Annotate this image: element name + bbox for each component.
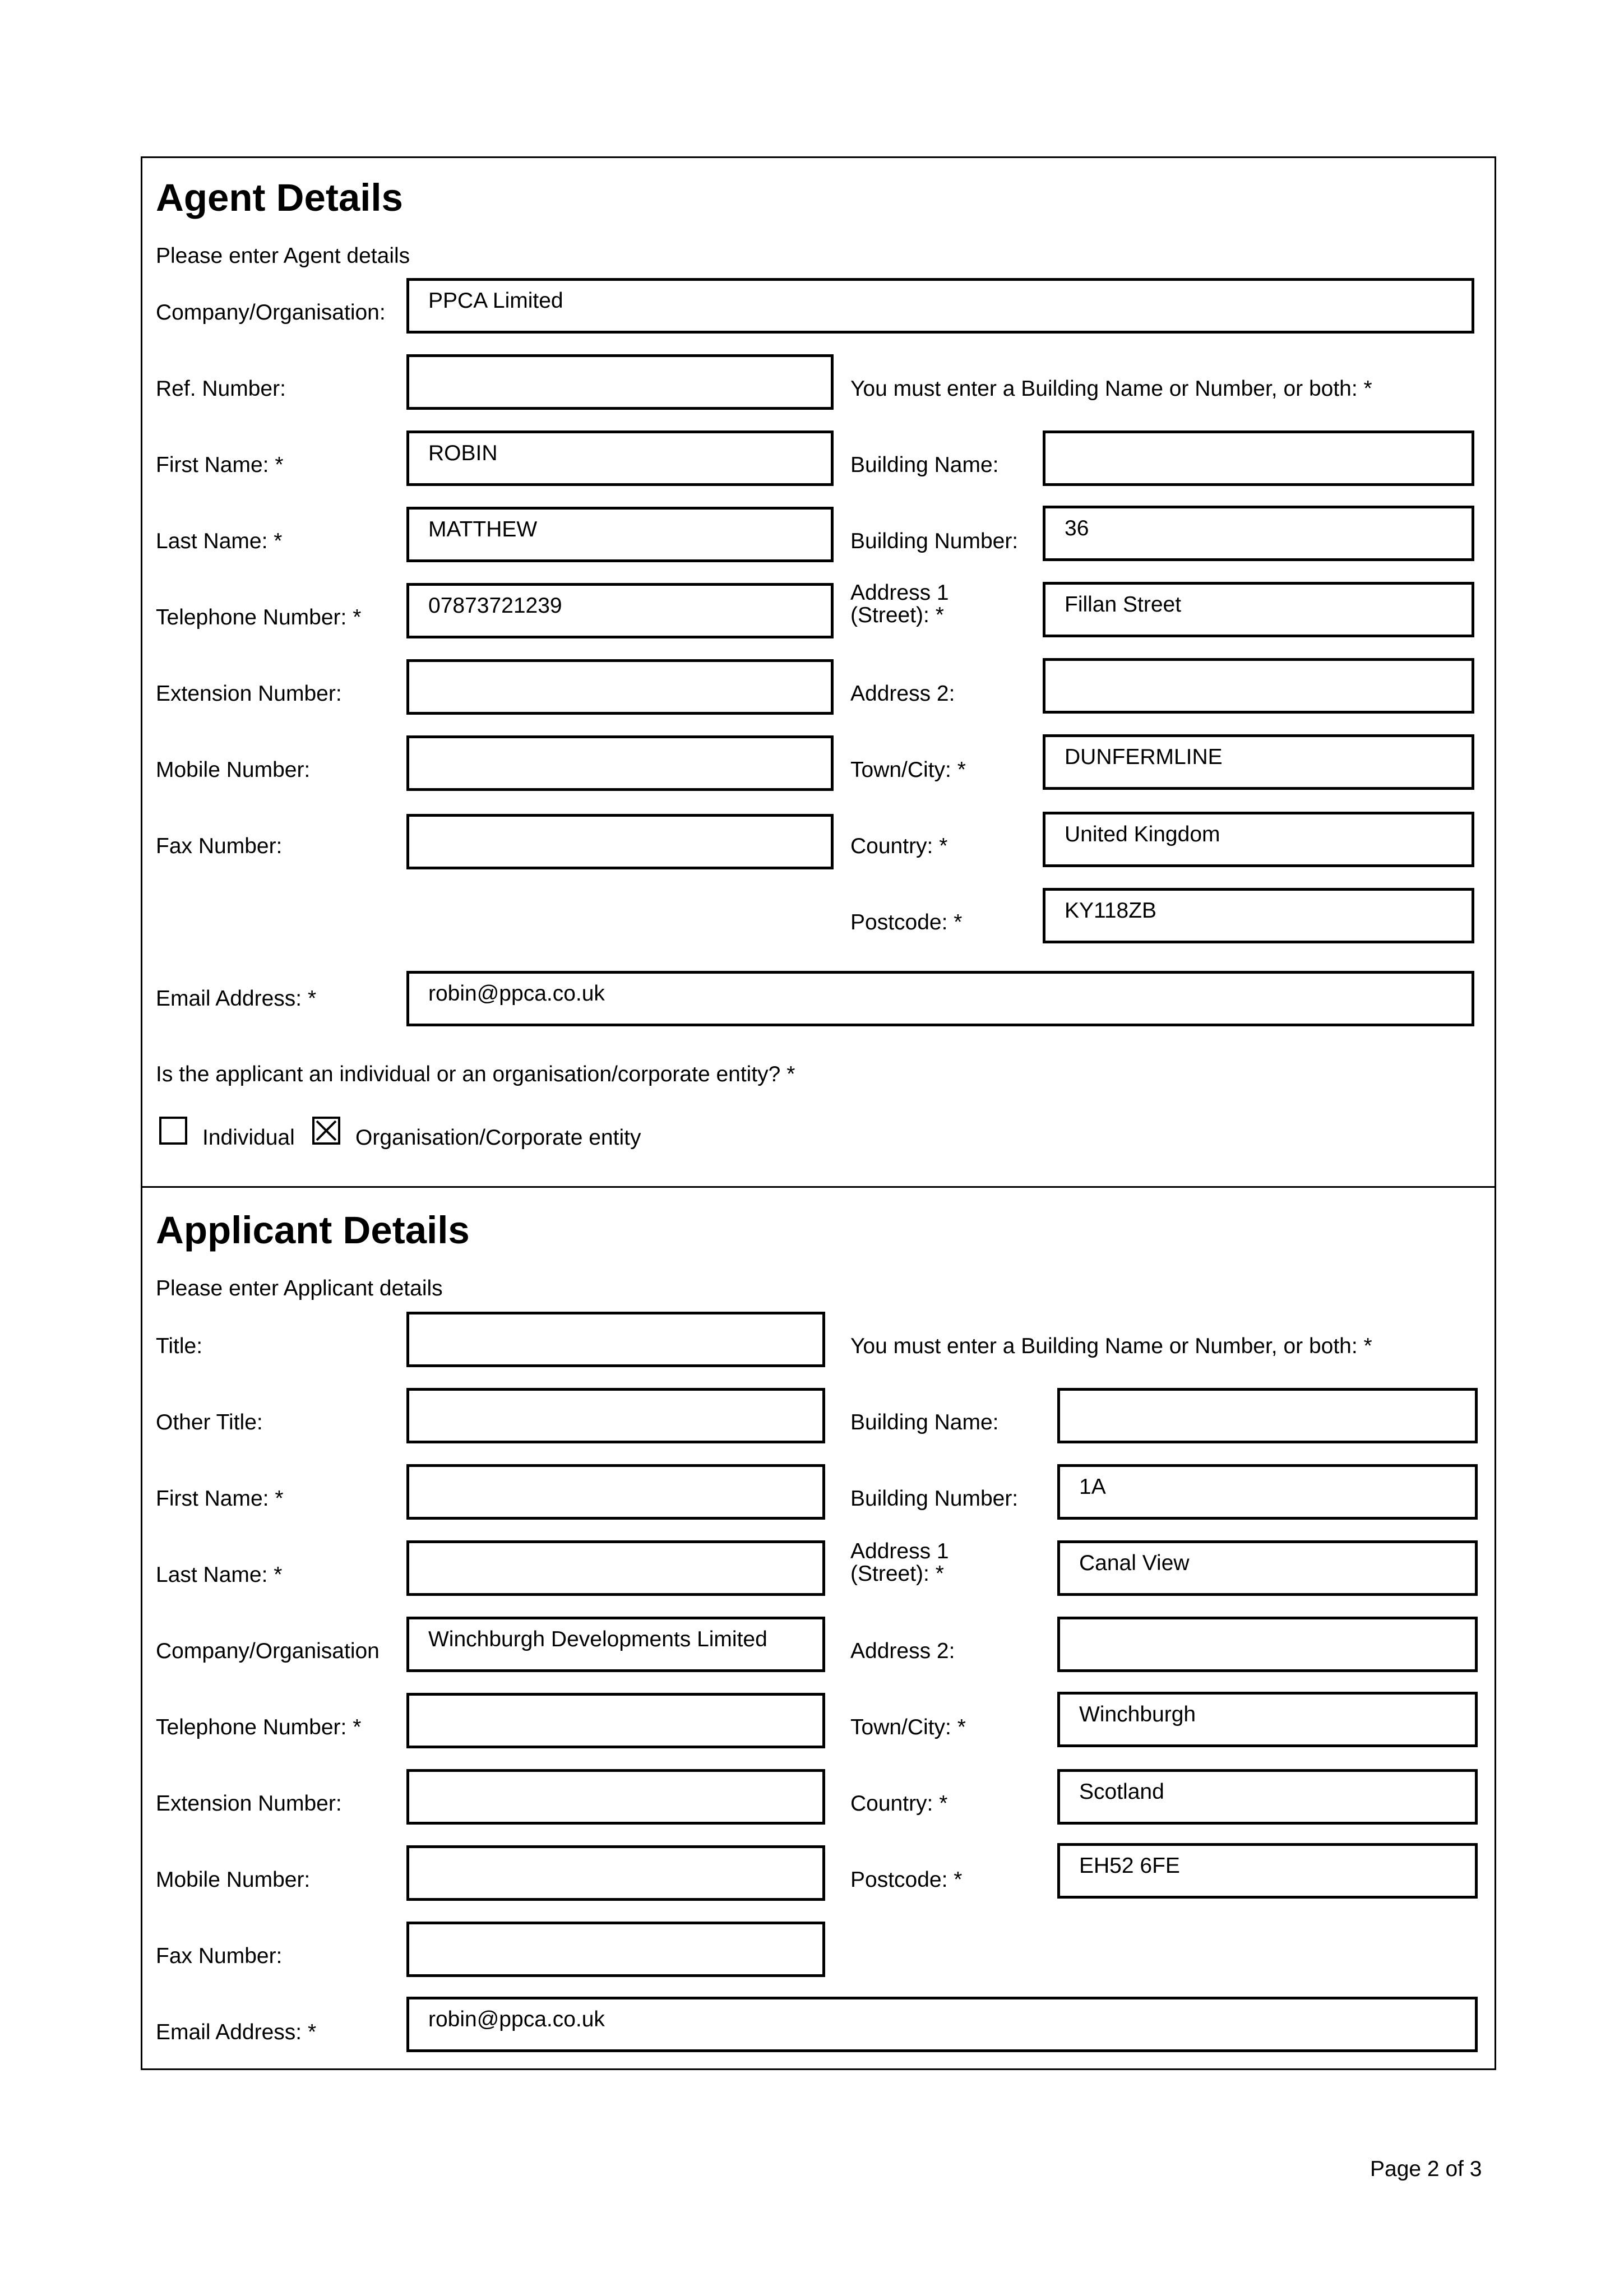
checkbox-cross-icon	[314, 1119, 338, 1142]
applicant-country-label: Country: *	[850, 1792, 948, 1816]
agent-email-field[interactable]: robin@ppca.co.uk	[406, 971, 1474, 1026]
applicant-title-field[interactable]	[406, 1312, 825, 1367]
applicant-extension-label: Extension Number:	[156, 1792, 342, 1816]
agent-mobile-label: Mobile Number:	[156, 758, 311, 782]
agent-postcode-field[interactable]: KY118ZB	[1043, 888, 1474, 943]
agent-details-heading: Agent Details	[156, 176, 403, 219]
applicant-fax-field[interactable]	[406, 1922, 825, 1977]
applicant-other-title-field[interactable]	[406, 1388, 825, 1443]
agent-address1-label-line2: (Street): *	[850, 603, 944, 628]
agent-town-label: Town/City: *	[850, 758, 966, 782]
applicant-postcode-label: Postcode: *	[850, 1868, 963, 1892]
agent-company-field[interactable]: PPCA Limited	[406, 278, 1474, 334]
agent-address2-label: Address 2:	[850, 682, 955, 706]
agent-last-name-label: Last Name: *	[156, 529, 283, 553]
applicant-title-label: Title:	[156, 1334, 203, 1358]
applicant-address1-label-line2: (Street): *	[850, 1562, 944, 1586]
agent-address1-label	[850, 582, 949, 627]
applicant-intro-text: Please enter Applicant details	[156, 1276, 443, 1300]
agent-postcode-label: Postcode: *	[850, 910, 963, 934]
applicant-first-name-label: First Name: *	[156, 1487, 284, 1511]
agent-town-field[interactable]: DUNFERMLINE	[1043, 734, 1474, 790]
agent-address2-field[interactable]	[1043, 658, 1474, 714]
organisation-checkbox[interactable]	[312, 1117, 340, 1145]
applicant-email-label: Email Address: *	[156, 2020, 317, 2044]
agent-mobile-field[interactable]	[406, 735, 834, 791]
agent-ref-label: Ref. Number:	[156, 377, 286, 401]
applicant-address1-label-line1: Address 1	[850, 1539, 949, 1563]
agent-first-name-field[interactable]: ROBIN	[406, 430, 834, 486]
agent-last-name-field[interactable]: MATTHEW	[406, 507, 834, 562]
page-number: Page 2 of 3	[1370, 2157, 1482, 2181]
agent-extension-label: Extension Number:	[156, 682, 342, 706]
agent-intro-text: Please enter Agent details	[156, 244, 410, 268]
applicant-address2-field[interactable]	[1057, 1617, 1478, 1672]
agent-building-name-field[interactable]	[1043, 430, 1474, 486]
applicant-postcode-field[interactable]: EH52 6FE	[1057, 1843, 1478, 1899]
applicant-telephone-field[interactable]	[406, 1693, 825, 1748]
applicant-address1-field[interactable]: Canal View	[1057, 1540, 1478, 1596]
agent-telephone-field[interactable]: 07873721239	[406, 583, 834, 638]
applicant-last-name-field[interactable]	[406, 1540, 825, 1596]
applicant-building-number-label: Building Number:	[850, 1487, 1019, 1511]
applicant-building-note: You must enter a Building Name or Number, or both: *	[850, 1334, 1372, 1358]
applicant-building-name-label: Building Name:	[850, 1410, 999, 1434]
applicant-address1-label	[850, 1540, 949, 1585]
agent-country-label: Country: *	[850, 834, 948, 858]
agent-building-number-label: Building Number:	[850, 529, 1019, 553]
applicant-last-name-label: Last Name: *	[156, 1563, 283, 1587]
applicant-mobile-field[interactable]	[406, 1845, 825, 1901]
agent-first-name-label: First Name: *	[156, 453, 284, 477]
applicant-email-field[interactable]: robin@ppca.co.uk	[406, 1997, 1478, 2052]
agent-country-field[interactable]: United Kingdom	[1043, 812, 1474, 867]
applicant-telephone-label: Telephone Number: *	[156, 1715, 362, 1739]
applicant-type-question: Is the applicant an individual or an organisation/corporate entity? *	[156, 1062, 795, 1086]
agent-fax-field[interactable]	[406, 814, 834, 869]
applicant-building-number-field[interactable]: 1A	[1057, 1464, 1478, 1520]
applicant-company-field[interactable]: Winchburgh Developments Limited	[406, 1617, 825, 1672]
applicant-country-field[interactable]: Scotland	[1057, 1769, 1478, 1825]
applicant-extension-field[interactable]	[406, 1769, 825, 1825]
applicant-address2-label: Address 2:	[850, 1639, 955, 1663]
individual-checkbox[interactable]	[159, 1117, 187, 1145]
applicant-mobile-label: Mobile Number:	[156, 1868, 311, 1892]
applicant-town-field[interactable]: Winchburgh	[1057, 1692, 1478, 1747]
applicant-building-name-field[interactable]	[1057, 1388, 1478, 1443]
agent-ref-field[interactable]	[406, 354, 834, 410]
agent-address1-field[interactable]: Fillan Street	[1043, 582, 1474, 637]
agent-telephone-label: Telephone Number: *	[156, 605, 362, 629]
agent-address1-label-line1: Address 1	[850, 581, 949, 605]
applicant-fax-label: Fax Number:	[156, 1944, 283, 1968]
agent-extension-field[interactable]	[406, 659, 834, 715]
individual-label: Individual	[202, 1126, 295, 1150]
agent-fax-label: Fax Number:	[156, 834, 283, 858]
agent-building-number-field[interactable]: 36	[1043, 506, 1474, 561]
applicant-details-heading: Applicant Details	[156, 1209, 470, 1252]
applicant-company-label: Company/Organisation	[156, 1639, 380, 1663]
agent-company-label: Company/Organisation:	[156, 300, 386, 325]
organisation-label: Organisation/Corporate entity	[355, 1126, 641, 1150]
applicant-town-label: Town/City: *	[850, 1715, 966, 1739]
agent-email-label: Email Address: *	[156, 987, 317, 1011]
agent-building-name-label: Building Name:	[850, 453, 999, 477]
applicant-other-title-label: Other Title:	[156, 1410, 263, 1434]
agent-building-note: You must enter a Building Name or Number, or both: *	[850, 377, 1372, 401]
applicant-first-name-field[interactable]	[406, 1464, 825, 1520]
